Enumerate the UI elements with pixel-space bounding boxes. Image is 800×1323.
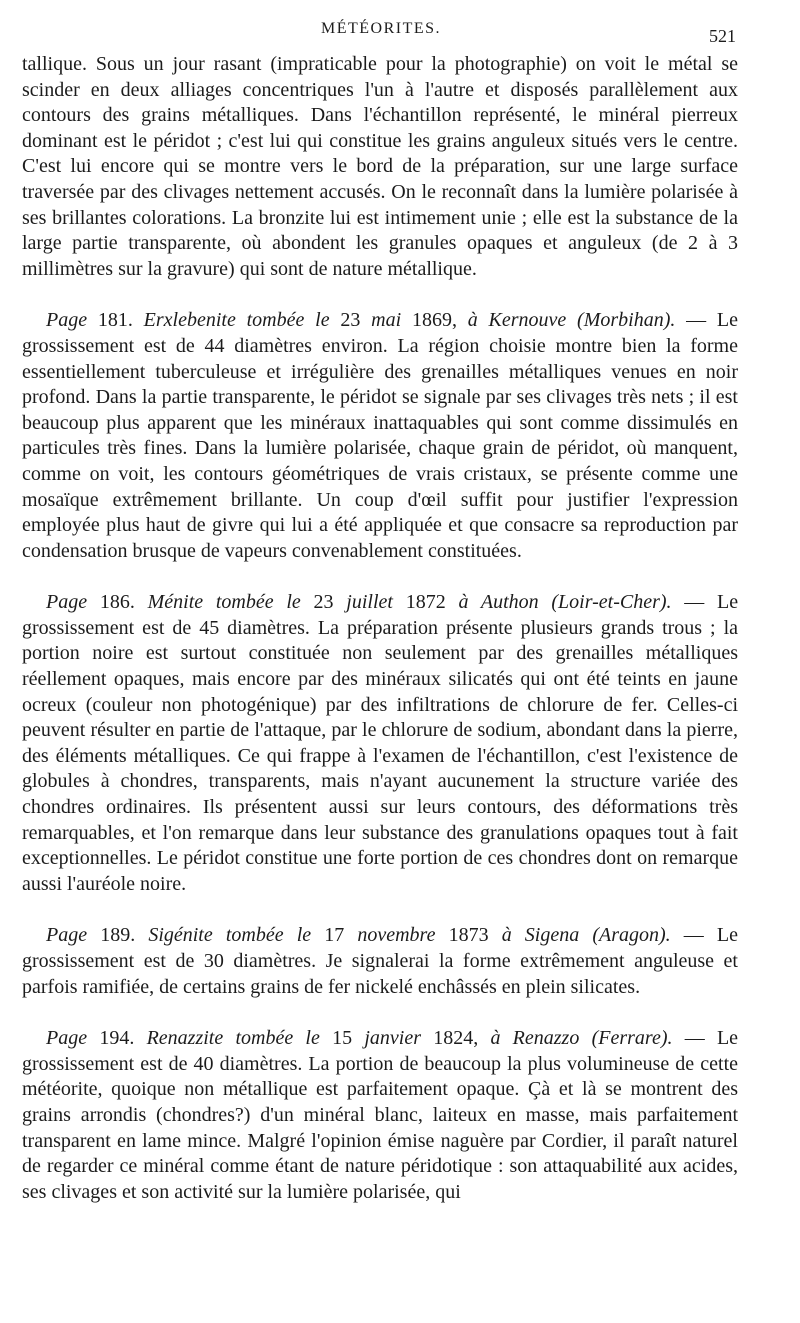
entry-place: à Authon xyxy=(458,591,539,614)
entry-renazzite xyxy=(22,1026,738,1205)
entry-date-num: 15 xyxy=(332,1027,353,1050)
page-ref: 194. xyxy=(99,1027,135,1050)
page-ref: 189. xyxy=(100,924,136,947)
entry-date-month: mai xyxy=(371,309,402,332)
page-number: 521 xyxy=(709,26,736,46)
entry-date-month: novembre xyxy=(357,924,436,947)
page-label: Page xyxy=(46,924,88,947)
entry-menite xyxy=(22,590,738,897)
entry-sigenite xyxy=(22,923,738,1000)
entry-erxlebenite xyxy=(22,308,738,564)
entry-region: (Aragon). xyxy=(592,924,671,947)
entry-year: 1824, xyxy=(433,1027,479,1050)
entry-text: — Le grossissement est de 40 diamètres. La portion de beaucoup la plus volumineuse de cette météorite, quoique non métallique est parfaitement opaque. Çà et là se montrent des grains arrondis (chondres?) d'un minéral blanc, laiteux en masse, mais parfaitement transparent en lame mince. Malgré l'opinion émise naguère par Cordier, il paraît naturel de regarder ce minéral comme étant de nature péridotique : son attaquabilité aux acides, ses clivages et son activité sur la lumière polarisée, qui xyxy=(22,1027,739,1203)
running-title: MÉTÉORITES. xyxy=(320,20,442,37)
entry-date-month: janvier xyxy=(364,1027,421,1050)
page-label: Page xyxy=(46,309,88,332)
entry-date-num: 23 xyxy=(313,591,334,614)
entry-region: (Ferrare). xyxy=(591,1027,673,1050)
entry-title: Renazzite tombée le xyxy=(146,1027,320,1050)
entry-place: à Kernouve xyxy=(467,309,567,332)
entry-date-month: juillet xyxy=(346,591,393,614)
running-head xyxy=(0,18,800,46)
entry-text: — Le grossissement est de 30 diamètres. Je signalerai la forme extrêmement anguleuse et parfois ramifiée, de certains grains de fer nickelé enchâssés en plein silicates. xyxy=(22,924,738,998)
entry-region: (Loir-et-Cher). xyxy=(551,591,672,614)
page-label: Page xyxy=(46,591,88,614)
paragraph-continuation: tallique. Sous un jour rasant (impraticable pour la photographie) on voit le métal se scinder en deux alliages concentriques l'un à l'autre et disposés parallèlement aux contours des grains métalliques. Dans l'échantillon représenté, le minéral pierreux dominant est le péridot ; c'est lui qui constitue les grains anguleux situés vers le centre. C'est lui encore qui se montre vers le bord de la préparation, sur une large surface traversée par des clivages nettement accusés. On le reconnaît dans la lumière polarisée à ses brillantes colorations. La bronzite lui est intimement unie ; elle est la substance de la large partie transparente, où abondent les granules opaques et anguleux (de 2 à 3 millimètres sur la gravure) qui sont de nature métallique. xyxy=(22,53,738,280)
page-ref: 186. xyxy=(99,591,135,614)
entry-title: Sigénite tombée le xyxy=(148,924,312,947)
entry-place: à Sigena xyxy=(501,924,580,947)
entry-year: 1869, xyxy=(411,309,457,332)
entry-title: Erxlebenite tombée le xyxy=(143,309,330,332)
page-label: Page xyxy=(46,1027,88,1050)
entry-text: — Le grossissement est de 44 diamètres environ. La région choisie montre bien la forme essentiellement tuberculeuse et irrégulière des grenailles métalliques venues en noir profond. Dans la partie transparente, le péridot se signale par ses clivages très nets ; il est beaucoup plus apparent que les minéraux inattaquables qui sont comme dissimulés en particules très fines. Dans la lumière polarisée, chaque grain de péridot, où manquent, comme on voit, les contours géométriques de vrais cristaux, se présente comme une mosaïque extrêmement brillante. Un coup d'œil suffit pour justifier l'expression employée plus haut de givre qui lui a été appliquée et que consacre sa reproduction par condensation brusque de vapeurs convenablement constituées. xyxy=(22,309,739,562)
page-ref: 181. xyxy=(97,309,133,332)
entry-year: 1872 xyxy=(405,591,446,614)
entry-region: (Morbihan). xyxy=(577,309,676,332)
entry-text: — Le grossissement est de 45 diamètres. La préparation présente plusieurs grands trous ; la portion noire est surtout constituée non seulement par des grenailles métalliques réellement opaques, mais encore par des minéraux silicatés qui ont été teints en jaune ocreux (couleur non photogénique) par des infiltrations de chlorure de fer. Celles-ci peuvent résulter en partie de l'attaque, par le chlorure de sodium, abondant dans la pierre, des éléments métalliques. Ce qui frappe à l'examen de l'échantillon, c'est l'existence de globules à chondres, transparents, mais n'ayant aucunement la structure variée des chondres ordinaires. Ils présentent aussi sur leurs contours, des déformations très remarquables, et l'on remarque dans leur substance des granulations opaques tout à fait exceptionnelles. Le péridot constitue une forte portion de ces chondres dont on remarque aussi l'auréole noire. xyxy=(22,591,739,895)
page-body xyxy=(22,52,738,1205)
entry-place: à Renazzo xyxy=(490,1027,580,1050)
entry-date-num: 17 xyxy=(324,924,345,947)
entry-date-num: 23 xyxy=(340,309,361,332)
entry-year: 1873 xyxy=(448,924,489,947)
entry-title: Ménite tombée le xyxy=(147,591,301,614)
